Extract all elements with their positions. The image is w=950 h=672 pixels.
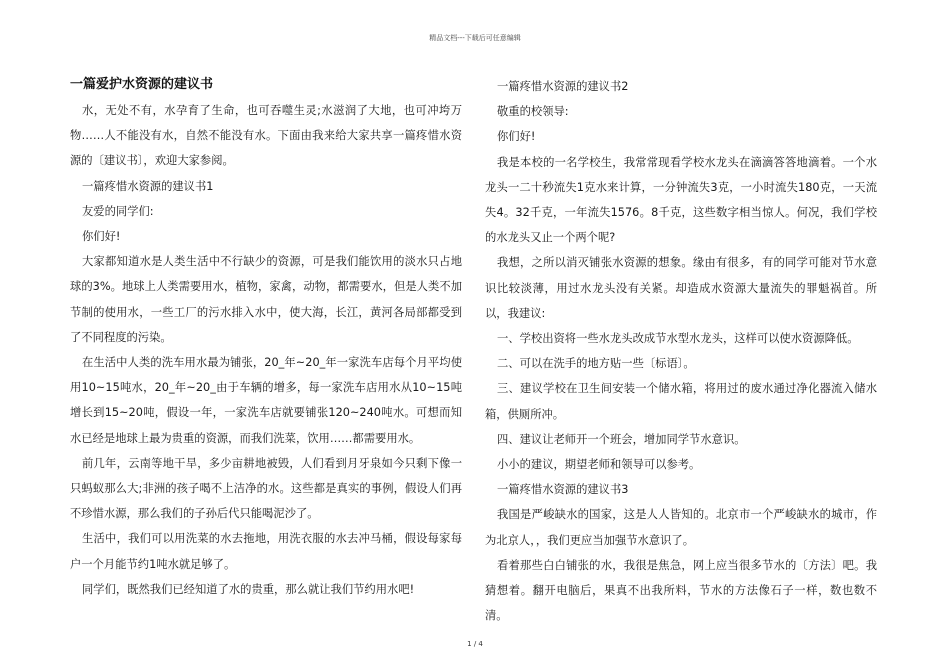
right-paragraph: 我国是严峻缺水的国家，这是人人皆知的。北京市一个严峻缺水的城市，作为北京人，，我们更应当加强节水意识了。: [485, 508, 877, 547]
right-paragraph: 一篇疼惜水资源的建议书3: [497, 483, 629, 497]
left-paragraph: 水，无处不有，水孕育了生命，也可吞噬生灵;水滋润了大地，也可冲垮万物……人不能没有水，自然不能没有水。下面由我来给大家共享一篇疼惜水资源的〔建议书〕，欢迎大家参阅。: [70, 104, 462, 168]
left-paragraph: 大家都知道水是人类生活中不行缺少的资源，可是我们能饮用的淡水只占地球的3%。地球上人类需要用水，植物，家禽，动物，都需要水，但是人类不加节制的使用水，一些工厂的污水排入水中，使大海，长江，黄河各局部都受到了不同程度的污染。: [70, 255, 462, 344]
page-header: 精品文档---下载后可任意编辑: [429, 34, 521, 42]
right-paragraph: 二、可以在洗手的地方贴一些〔标语〕。: [497, 357, 695, 371]
left-column: [70, 74, 462, 602]
left-paragraph: 在生活中人类的洗车用水最为铺张，20_年~20_年一家洗车店每个月平均使用10~15吨水，20_年~20_由于车辆的增多，每一家洗车店用水从10~15吨增长到15~20吨，假设一年，一家洗车店就要铺张120~240吨水。可想而知水已经是地球上最为贵重的资源，而我们洗菜，饮用……都需要用水。: [70, 356, 462, 445]
right-paragraph: 小小的建议，期望老师和领导可以参考。: [497, 458, 701, 472]
right-paragraph: 敬重的校领导:: [497, 105, 569, 119]
left-paragraph: 一篇疼惜水资源的建议书1: [82, 179, 214, 193]
left-paragraph: 友爱的同学们:: [82, 204, 154, 218]
right-paragraph: 我想，之所以消灭铺张水资源的想象。缘由有很多，有的同学可能对节水意识比较淡薄，用过水龙头没有关紧。却造成水资源大量流失的罪魁祸首。所以，我建议:: [485, 256, 877, 320]
left-paragraph: 前几年，云南等地干旱，多少亩耕地被毁，人们看到月牙泉如今只剩下像一只蚂蚁那么大;非洲的孩子喝不上洁净的水。这些都是真实的事例，假设人们再不珍惜水源，那么我们的子孙后代只能喝泥沙了。: [70, 456, 462, 521]
right-paragraph: 三、建议学校在卫生间安装一个储水箱，将用过的废水通过净化器流入储水箱，供厕所冲。: [485, 382, 877, 421]
document-title: 一篇爱护水资源的建议书: [70, 77, 214, 92]
page-number: 1 / 4: [467, 640, 483, 648]
right-paragraph: 看着那些白白铺张的水，我很是焦急，网上应当很多节水的〔方法〕吧。我猜想着。翻开电脑后，果真不出我所料，节水的方法像石子一样，数也数不清。: [485, 558, 877, 623]
right-paragraph: 一、学校出资将一些水龙头改成节水型水龙头，这样可以使水资源降低。: [497, 332, 859, 346]
right-paragraph: 你们好!: [497, 130, 536, 144]
left-paragraph: 生活中，我们可以用洗菜的水去拖地，用洗衣服的水去冲马桶，假设每家每户一个月能节约1吨水就足够了。: [70, 532, 462, 571]
left-paragraph: 你们好!: [82, 230, 121, 244]
right-paragraph: 四、建议让老师开一个班会，增加同学节水意识。: [497, 432, 746, 446]
right-paragraph: 一篇疼惜水资源的建议书2: [497, 80, 629, 93]
left-paragraph: 同学们，既然我们已经知道了水的贵重，那么就让我们节约用水吧!: [82, 582, 415, 596]
right-column: [485, 74, 877, 628]
right-paragraph: 我是本校的一名学校生，我常常现看学校水龙头在滴滴答答地滴着。一个水龙头一二十秒流失1克水来计算，一分钟流失3克，一小时流失180克，一天流失4。32千克，一年流失1576。8千克，这些数字相当惊人。何况，我们学校的水龙头又止一个两个呢?: [485, 155, 877, 245]
